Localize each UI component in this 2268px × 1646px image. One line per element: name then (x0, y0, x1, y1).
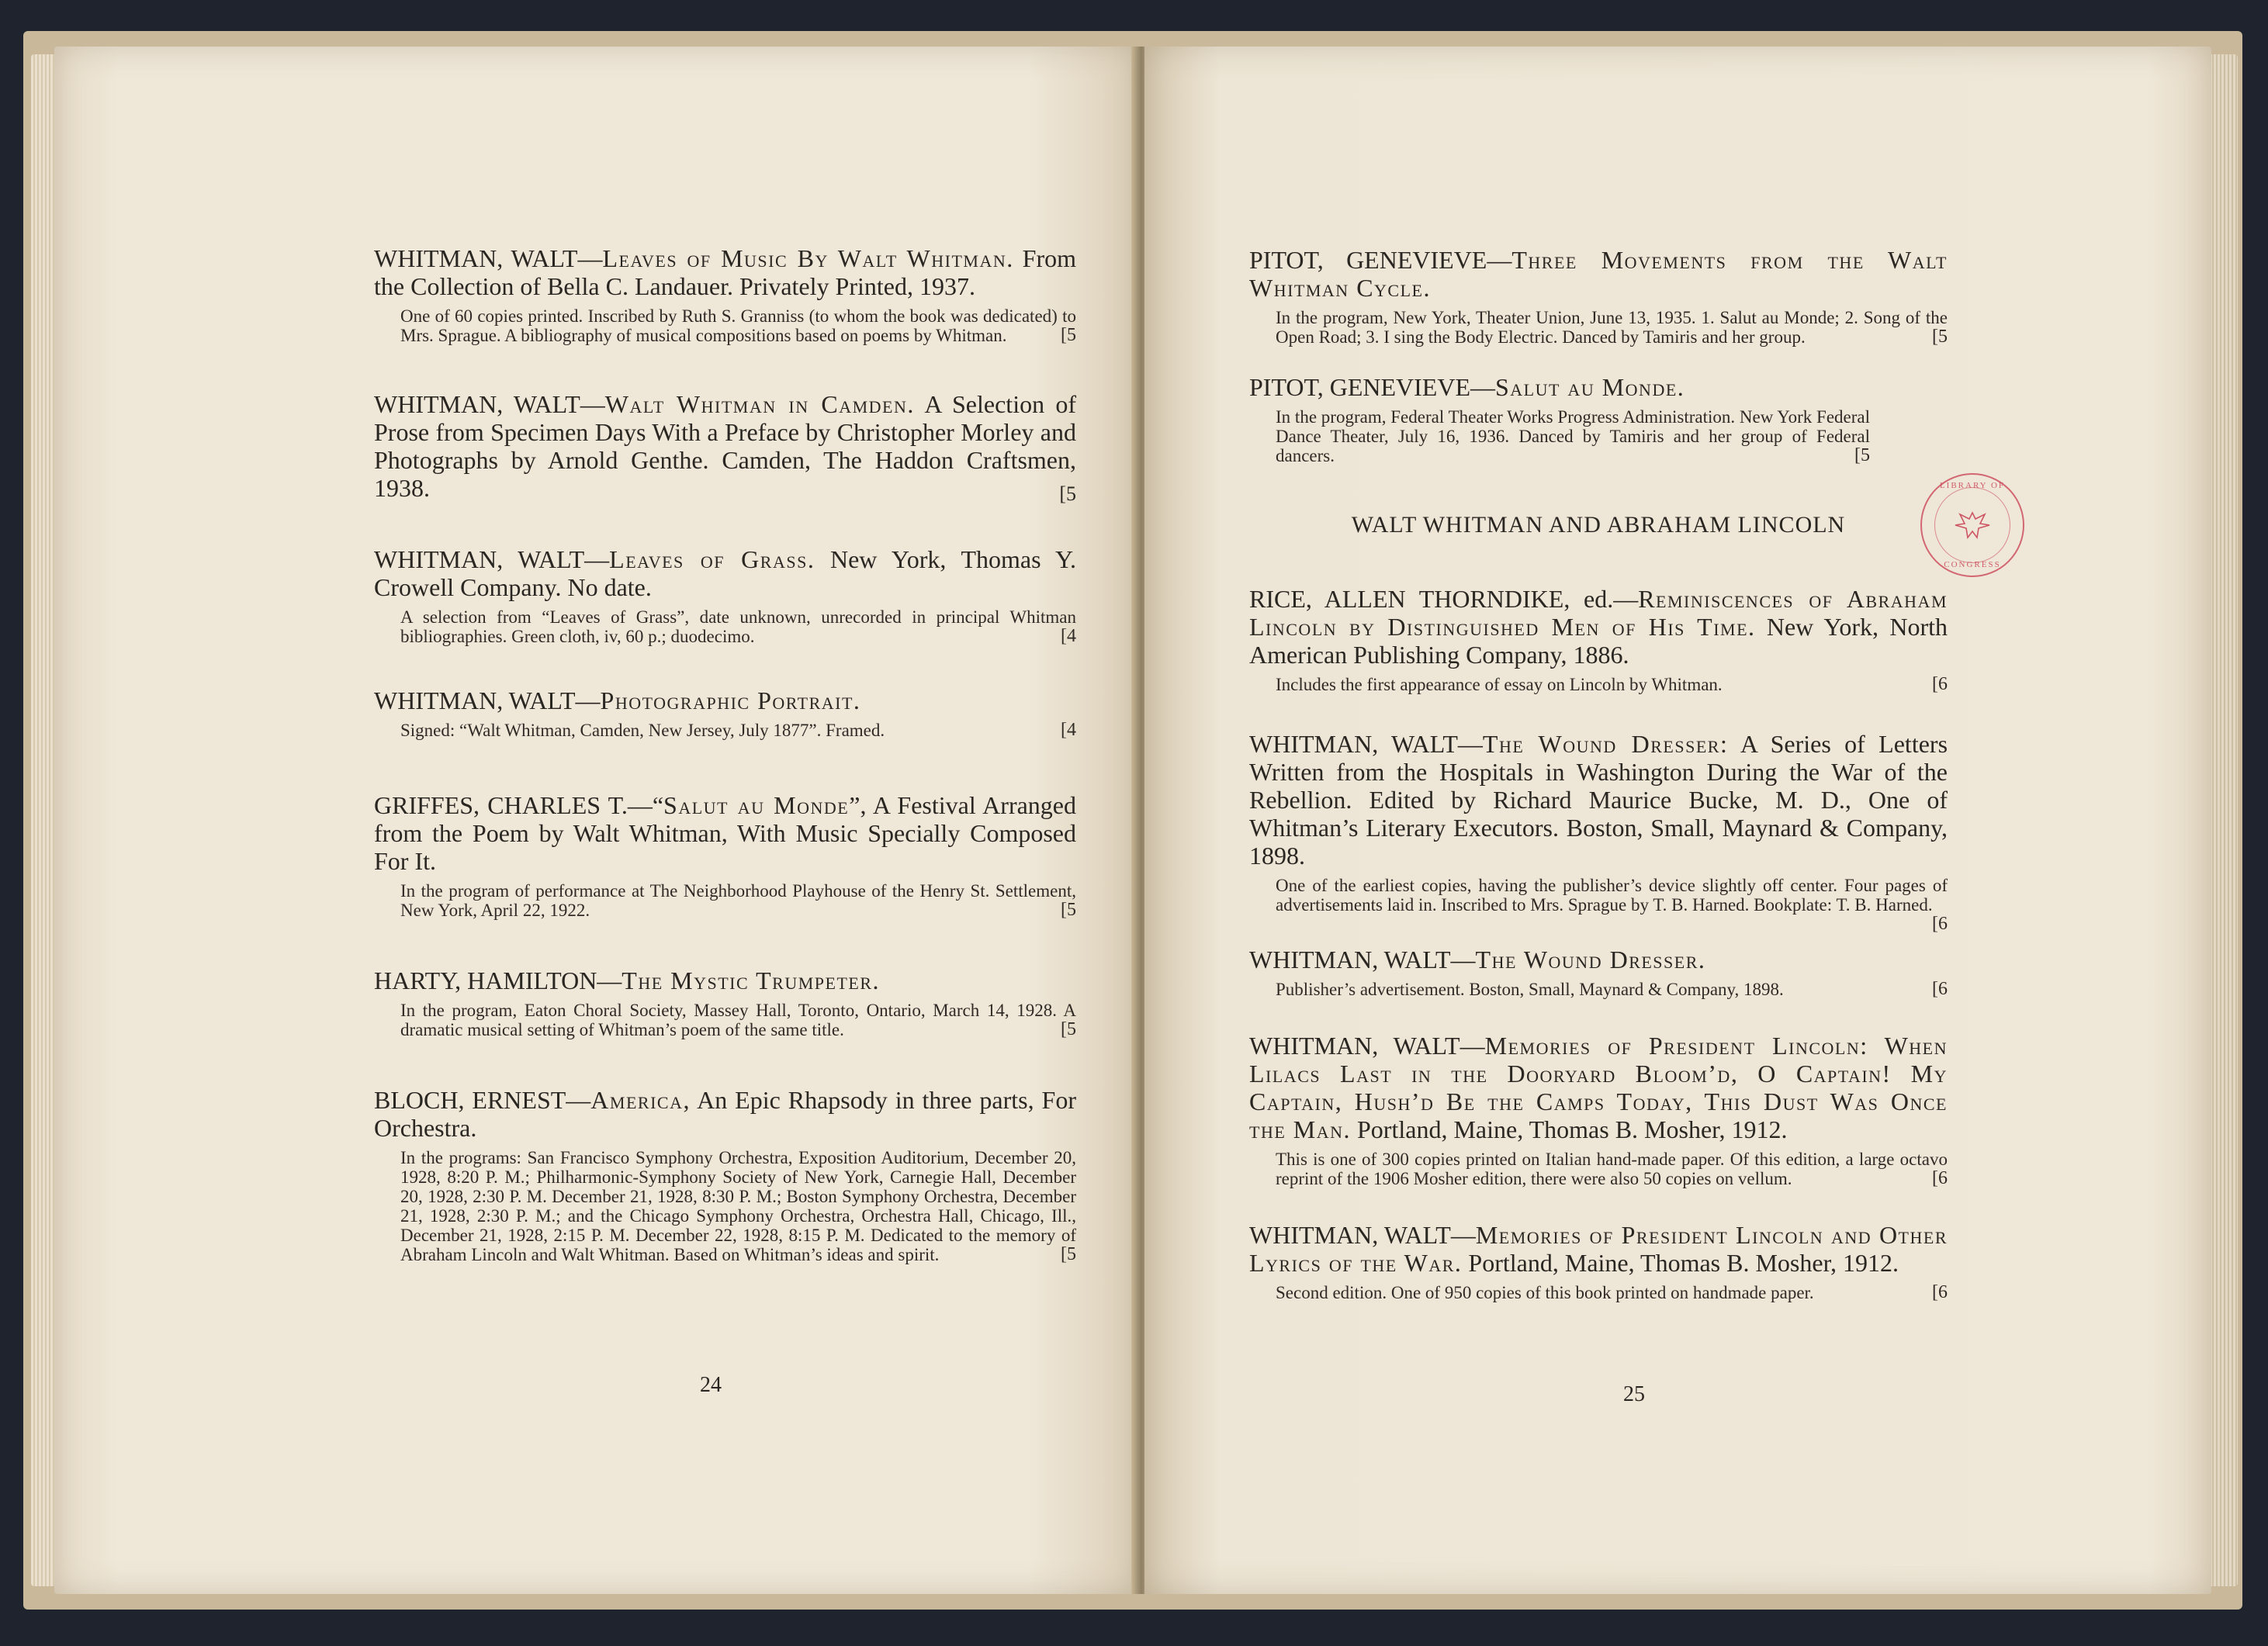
entry-note: Publisher’s advertisement. Boston, Small, Maynard & Company, 1898. [6 (1276, 979, 1948, 999)
entry-title: Reminiscences of Abraham Lincoln by Distinguished Men of His Time. (1249, 585, 1948, 641)
entry-price: [6 (1932, 979, 1948, 999)
entry-title: Leaves of Grass. (609, 545, 815, 573)
entry-heading (374, 967, 1076, 994)
library-stamp (1920, 473, 2024, 577)
entry-heading (374, 545, 1076, 601)
entry-author: WHITMAN, WALT— (1249, 730, 1483, 758)
entry-price: [4 (1061, 720, 1076, 740)
entry (374, 1086, 1076, 1264)
entry-title: America, (590, 1086, 691, 1114)
entry-author: RICE, ALLEN THORNDIKE, ed.— (1249, 585, 1639, 613)
entry-heading (374, 791, 1076, 875)
entry-author: WHITMAN, WALT— (374, 244, 603, 272)
entry-price: [5 (1059, 482, 1076, 505)
eagle-icon (1951, 508, 1994, 542)
entry-note: In the programs: San Francisco Symphony Orchestra, Exposition Auditorium, December 20, 1928, 8:20 P. M.; Philharmonic-Symphony Society of New York, Carnegie Hall, December 20, 1928, 2:30 P. M. December 21, 1928, 8:30 P. M.; Boston Symphony Orchestra, December 21, 1928, 2:30 P. M.; and the Chicago Symphony Orchestra, Orchestra Hall, Chicago, Ill., December 21, 1928, 2:15 P. M. December 22, 1928, 8:15 P. M. Dedicated to the memory of Abraham Lincoln and Walt Whitman. Based on Whitman’s ideas and spirit. [5 (400, 1148, 1076, 1264)
entry (1249, 1032, 1948, 1188)
entry-title: Photographic Portrait. (600, 686, 861, 714)
entry-note: One of the earliest copies, having the publisher’s device slightly off center. Four pages of advertisements laid in. Inscribed to Mrs. Sprague by T. B. Harned. Bookplate: T. B. Harned. [6 (1276, 876, 1948, 934)
entry-author: WHITMAN, WALT— (374, 545, 610, 573)
entry-title: Salut au Monde. (1494, 373, 1685, 401)
entry (1249, 373, 1870, 465)
entry-author: GRIFFES, CHARLES T.—“ (374, 791, 664, 819)
entry-heading (1249, 946, 1948, 973)
entry-imprint: From the Collection of Bella C. Landauer. Privately Printed, 1937. (374, 244, 1077, 300)
entry (374, 244, 1076, 345)
entry-price: [5 (1061, 1244, 1076, 1264)
entry-imprint: A Series of Letters Written from the Hospitals in Washington During the War of the Rebellion. Edited by Richard Maurice Bucke, M. D., One of Whitman’s Literary Executors. Boston, Small, Maynard & Company, 1898. (1249, 730, 1948, 870)
entry-note: Second edition. One of 950 copies of this book printed on handmade paper. [6 (1276, 1282, 1948, 1302)
entry (374, 390, 1076, 505)
entry-title: The Mystic Trumpeter. (622, 967, 881, 994)
section-title: WALT WHITMAN AND ABRAHAM LINCOLN (1351, 512, 1846, 538)
entry-title: Memories of President Lincoln and Other Lyrics of the War. (1249, 1221, 1948, 1277)
entry-imprint: Portland, Maine, Thomas B. Mosher, 1912. (1351, 1115, 1788, 1143)
entry (1249, 946, 1948, 999)
entry-imprint: ”, A Festival Arranged from the Poem by Walt Whitman, With Music Specially Composed For It. (374, 791, 1077, 875)
entry-heading (1249, 246, 1948, 302)
entry (1249, 246, 1948, 347)
entry-title: Walt Whitman in Camden. (604, 390, 915, 418)
entry-price: [5 (1061, 325, 1076, 345)
open-book (23, 31, 2242, 1610)
entry-price: [5 (1061, 1019, 1076, 1039)
entry-author: PITOT, GENEVIEVE— (1249, 373, 1495, 401)
entry-price: [5 (1932, 327, 1948, 347)
entry-note: In the program, Eaton Choral Society, Massey Hall, Toronto, Ontario, March 14, 1928. A dramatic musical setting of Whitman’s poem of the same title. [5 (400, 1001, 1076, 1039)
entry-note: In the program, New York, Theater Union, June 13, 1935. 1. Salut au Monde; 2. Song of the Open Road; 3. I sing the Body Electric. Danced by Tamiris and her group. [5 (1276, 308, 1948, 347)
entry-heading (374, 390, 1076, 505)
entry-title: The Wound Dresser: (1482, 730, 1729, 758)
eagle-seal-icon (1934, 487, 2010, 563)
entry-author: WHITMAN, WALT— (374, 390, 605, 418)
entry-note: A selection from “Leaves of Grass”, date unknown, unrecorded in principal Whitman bibliographies. Green cloth, iv, 60 p.; duodecimo. [4 (400, 607, 1076, 646)
entry-note: In the program, Federal Theater Works Progress Administration. New York Federal Dance Theater, July 16, 1936. Danced by Tamiris and her group of Federal dancers. [5 (1276, 407, 1870, 465)
entry-author: WHITMAN, WALT— (1249, 1221, 1476, 1249)
entry-title: The Wound Dresser. (1475, 946, 1706, 973)
entry (374, 545, 1076, 646)
entry-note: Includes the first appearance of essay on Lincoln by Whitman. [6 (1276, 674, 1948, 694)
right-page-column (1249, 246, 1948, 1302)
entry-imprint: New York, North American Publishing Company, 1886. (1249, 613, 1948, 669)
entry-price: [6 (1932, 914, 1948, 934)
entry-heading (374, 686, 1076, 714)
entry-note: One of 60 copies printed. Inscribed by Ruth S. Granniss (to whom the book was dedicated) to Mrs. Sprague. A bibliography of musical compositions based on poems by Whitman. [5 (400, 306, 1076, 345)
entry-title: Salut au Monde (663, 791, 850, 819)
entry (374, 791, 1076, 920)
entry-author: WHITMAN, WALT— (1249, 1032, 1485, 1060)
page-number: 25 (1623, 1382, 1645, 1406)
entry-note: This is one of 300 copies printed on Italian hand-made paper. Of this edition, a large octavo reprint of the 1906 Mosher edition, there were also 50 copies on vellum. [6 (1276, 1150, 1948, 1188)
entry-price: [5 (1854, 445, 1870, 465)
entry (1249, 585, 1948, 694)
entry-heading (1249, 373, 1870, 401)
entry (1249, 1221, 1948, 1302)
entry-title: Three Movements from the Walt Whitman Cycle. (1249, 246, 1948, 302)
entry-price: [6 (1932, 1168, 1948, 1188)
entry-heading (1249, 1032, 1948, 1143)
entry-title: Leaves of Music By Walt Whitman. (602, 244, 1014, 272)
entry-author: WHITMAN, WALT— (374, 686, 601, 714)
entry-author: PITOT, GENEVIEVE— (1249, 246, 1512, 274)
left-page (54, 47, 1137, 1594)
entry-heading (374, 1086, 1076, 1142)
entry (374, 967, 1076, 1039)
entry-price: [4 (1061, 626, 1076, 646)
left-page-column (374, 244, 1076, 1264)
entry-price: [5 (1061, 900, 1076, 920)
entry-author: BLOCH, ERNEST— (374, 1086, 591, 1114)
entry-imprint: A Selection of Prose from Specimen Days With a Preface by Christopher Morley and Photographs by Arnold Genthe. Camden, The Haddon Craftsmen, 1938. (374, 390, 1076, 502)
entry-heading (1249, 1221, 1948, 1277)
right-page-edges (2210, 54, 2238, 1586)
entry-note: In the program of performance at The Neighborhood Playhouse of the Henry St. Settlement, New York, April 22, 1922. [5 (400, 881, 1076, 920)
left-page-edges (31, 54, 57, 1586)
entry-author: WHITMAN, WALT— (1249, 946, 1476, 973)
entry-price: [6 (1932, 1282, 1948, 1302)
entry-imprint: New York, Thomas Y. Crowell Company. No date. (374, 545, 1076, 601)
entry-note: Signed: “Walt Whitman, Camden, New Jersey, July 1877”. Framed. [4 (400, 720, 1076, 740)
stamp-bottom-text: CONGRESS (1944, 560, 2001, 569)
entry-imprint: Portland, Maine, Thomas B. Mosher, 1912. (1462, 1249, 1899, 1277)
entry-heading (374, 244, 1076, 300)
page-number: 24 (700, 1373, 722, 1397)
entry-author: HARTY, HAMILTON— (374, 967, 622, 994)
entry-imprint: An Epic Rhapsody in three parts, For Orchestra. (374, 1086, 1076, 1142)
entry-price: [6 (1932, 674, 1948, 694)
right-page (1144, 47, 2211, 1594)
entry-title: Memories of President Lincoln: When Lilacs Last in the Dooryard Bloom’d, O Captain! My Captain, Hush’d Be the Camps Today, This Dust Was Once the Man. (1249, 1032, 1948, 1143)
stamp-top-text: LIBRARY OF (1939, 481, 2006, 490)
entry (374, 686, 1076, 740)
entry-heading (1249, 730, 1948, 870)
entry (1249, 730, 1948, 934)
entry-heading (1249, 585, 1948, 669)
